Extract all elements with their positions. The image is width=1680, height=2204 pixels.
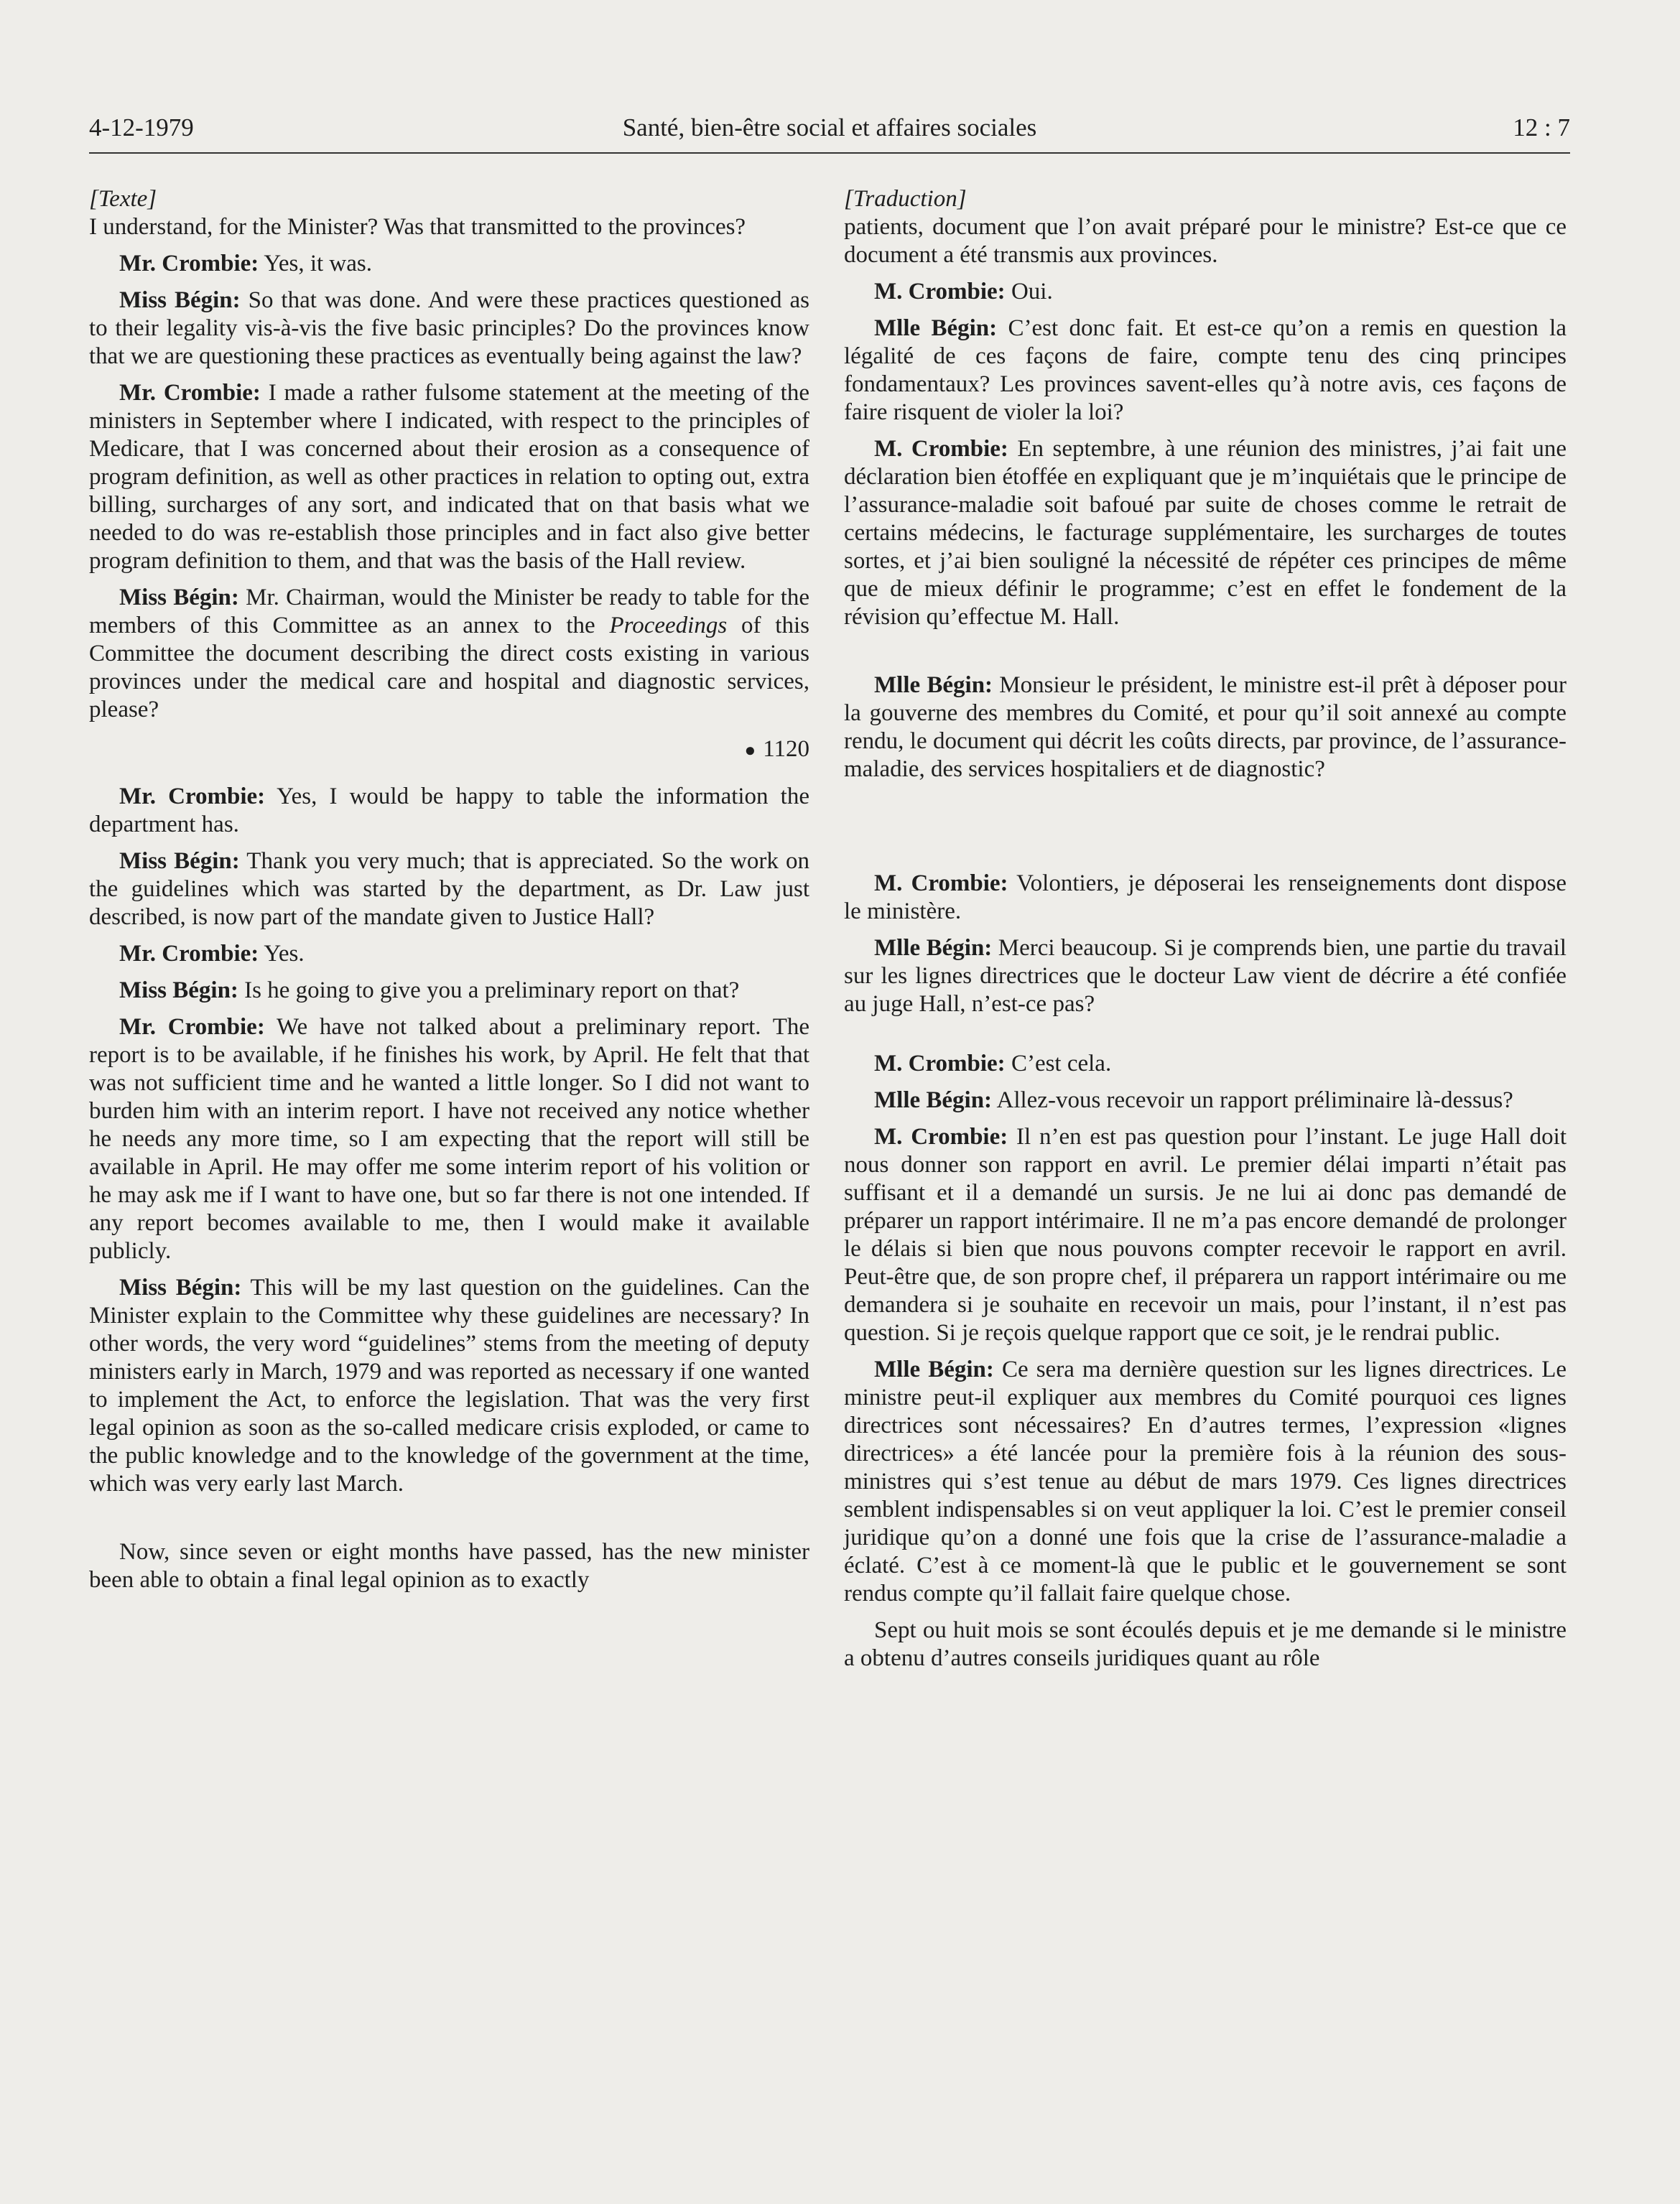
speaker-name: Mr. Crombie: [119,380,261,406]
paragraph-text: Ce sera ma dernière question sur les lignes directrices. Le ministre peut-il expliquer aux membres du Comité pourquoi ces lignes directrices sont nécessaires? En d’autres termes, l’expression «lignes directrices» a été lancée pour la première fois à la réunion des sous-ministres qui s’est tenue au début de mars 1979. Ces lignes directrices semblent indispensables si on veut appliquer la loi. C’est le premier conseil juridique qu’on a donné une fois que la crise de l’assurance-maladie a éclaté. C’est à ce moment-là que le public et le gouvernement se sont rendus compte qu’il fallait faire quelque chose. [844,1357,1567,1606]
paragraph [844,435,1567,631]
language-tag: [Traduction] [844,186,967,212]
paragraph-text: Merci beaucoup. Si je comprends bien, une partie du travail sur les lignes directrices que le docteur Law vient de décrire a été confiée au juge Hall, n’est-ce pas? [844,935,1567,1017]
speaker-name: Miss Bégin: [119,848,240,874]
header-title: Santé, bien-être social et affaires sociales [622,113,1037,141]
paragraph [844,1356,1567,1608]
paragraph [844,315,1567,427]
speaker-name: Mr. Crombie: [119,1014,265,1040]
paragraph-text: Volontiers, je déposerai les renseignements dont dispose le ministère. [844,870,1567,924]
paragraph: Now, since seven or eight months have passed, has the new minister been able to obtain a final legal opinion as to exactly [89,1539,809,1593]
paragraph-text: C’est donc fait. Et est-ce qu’on a remis en question la légalité de ces façons de faire, compte tenu des cinq principes fondamentaux? Les provinces savent-elles qu’à notre avis, ces façons de faire risquent de violer la loi? [844,315,1567,425]
paragraph: Sept ou huit mois se sont écoulés depuis et je me demande si le ministre a obtenu d’autres conseils juridiques quant au rôle [844,1617,1567,1671]
paragraph-text: Yes, I would be happy to table the information the department has. [89,784,809,837]
speaker-name: M. Crombie: [874,436,1008,462]
paragraph-text: Thank you very much; that is appreciated. So the work on the guidelines which was started by the department, as Dr. Law just described, is now part of the mandate given to Justice Hall? [89,848,810,930]
language-tag: [Texte] [89,186,157,212]
paragraph: patients, document que l’on avait préparé pour le ministre? Est-ce que ce document a été transmis aux provinces. [844,214,1567,268]
paragraph-text: Monsieur le président, le ministre est-il prêt à déposer pour la gouverne des membres du Comité, et pour qu’il soit annexé au compte rendu, le document qui décrit les coûts directs, par province, de l’assurance-maladie, des services hospitaliers et de diagnostic? [844,672,1567,782]
paragraph [844,870,1567,926]
paragraph-text: Is he going to give you a preliminary report on that? [238,977,740,1003]
spacer [844,640,1567,671]
timestamp [89,735,809,764]
paragraph-text: Oui. [1005,279,1053,304]
bullet-icon: ● [744,740,756,761]
speaker-name: Mlle Bégin: [874,1087,993,1113]
paragraph [844,1050,1567,1078]
paragraph-text: Mr. Chairman, would the Minister be ready to table for the members of this Committee as an annex to the [89,585,810,638]
paragraph [844,934,1567,1018]
header-date: 4-12-1979 [89,113,194,141]
spacer [89,1507,809,1538]
paragraph-text: This will be my last question on the guidelines. Can the Minister explain to the Committee why these guidelines are necessary? In other words, the very word “guidelines” stems from the meeting of deputy ministers early in March, 1979 and was reported as necessary if one wanted to implement the Act, to enforce the legislation. That was the very first legal opinion as soon as the so-called medicare crisis exploded, or came to the public knowledge and to the knowledge of the government at the time, which was very early last March. [89,1275,809,1497]
paragraph-text: Yes. [259,941,305,967]
paragraph-text: Il n’en est pas question pour l’instant. Le juge Hall doit nous donner son rapport en avril. Le premier délai imparti n’était pas suffisant et il a demandé un sursis. Je ne lui ai donc pas demandé de préparer un rapport intérimaire. Il ne m’a pas encore demandé de prolonger le délais si bien que nous pouvons compter recevoir le rapport en avril. Peut-être que, de son propre chef, il préparera un rapport intérimaire ou me demandera si je souhaite en recevoir un mais, pour l’instant, il n’est pas question. Si je reçois quelque rapport que ce soit, je le rendrai public. [844,1124,1567,1346]
spacer [844,1027,1567,1050]
spacer [844,792,1567,870]
paragraph-text: of this Committee the document describing the direct costs existing in various provinces under the medical care and hospital and diagnostic services, please? [89,613,809,722]
timestamp-value: 1120 [763,736,809,762]
paragraph [89,847,809,931]
paragraph [844,1123,1567,1347]
speaker-name: Mr. Crombie: [119,941,259,967]
header-page-number: 12 : 7 [1513,113,1570,141]
speaker-name: Mlle Bégin: [874,672,993,698]
paragraph [89,977,809,1005]
paragraph [844,1087,1567,1115]
speaker-name: Mr. Crombie: [119,784,266,809]
italic-text: Proceedings [609,613,728,638]
paragraph [89,250,809,278]
french-column [844,185,1567,1681]
speaker-name: Mlle Bégin: [874,1357,994,1382]
paragraph-text: I made a rather fulsome statement at the meeting of the ministers in September where I indicated, with respect to the principles of Medicare, that I was concerned about their erosion as a consequence of program definition, as well as other practices in relation to opting out, extra billing, surcharges of any sort, and indicated that on that basis what we needed to do was re-establish those principles and in fact also give better program definition to them, and that was the basis of the Hall review. [89,380,810,574]
paragraph [89,1274,809,1498]
paragraph-text: So that was done. And were these practices questioned as to their legality vis-à-vis the five basic principles? Do the provinces know that we are questioning these practices as eventually being against the law? [89,287,809,369]
speaker-name: Mr. Crombie: [119,251,259,276]
paragraph [89,940,809,968]
paragraph [89,379,809,575]
speaker-name: M. Crombie: [874,1124,1008,1150]
speaker-name: Miss Bégin: [119,977,238,1003]
english-column [89,185,809,1603]
paragraph [89,287,809,371]
paragraph-text: We have not talked about a preliminary report. The report is to be available, if he finishes his work, by April. He felt that that was not sufficient time and he wanted a little longer. So I did not want to burden him with an interim report. I have not received any notice whether he needs any more time, so I am expecting that the report will still be available in April. He may offer me some interim report of his volition or he may ask me if I want to have one, but so far there is not one intended. If any report becomes available to me, then I would make it available publicly. [89,1014,809,1264]
paragraph-text: En septembre, à une réunion des ministres, j’ai fait une déclaration bien étoffée en expliquant que je m’inquiétais que le principe de l’assurance-maladie soit bafoué par suite de choses comme le retrait de certains médecins, le facturage supplémentaire, les surcharges de toutes sortes, et j’ai bien souligné la nécessité de répéter ces principes de même que de mieux définir le programme; c’est en effet le fondement de la révision qu’effectue M. Hall. [844,436,1567,630]
running-header [89,109,1570,154]
paragraph-text: Yes, it was. [259,251,372,276]
paragraph [844,278,1567,306]
speaker-name: Miss Bégin: [119,1275,242,1301]
paragraph [89,584,809,724]
paragraph [89,1013,809,1265]
speaker-name: Miss Bégin: [119,287,241,313]
speaker-name: Mlle Bégin: [874,935,993,961]
paragraph-text: C’est cela. [1005,1051,1112,1077]
paragraph: I understand, for the Minister? Was that transmitted to the provinces? [89,214,746,240]
speaker-name: M. Crombie: [874,1051,1006,1077]
speaker-name: M. Crombie: [874,279,1006,304]
speaker-name: M. Crombie: [874,870,1008,896]
speaker-name: Miss Bégin: [119,585,239,610]
paragraph [844,671,1567,784]
paragraph [89,783,809,839]
paragraph-text: Allez-vous recevoir un rapport préliminaire là-dessus? [992,1087,1513,1113]
speaker-name: Mlle Bégin: [874,315,998,341]
